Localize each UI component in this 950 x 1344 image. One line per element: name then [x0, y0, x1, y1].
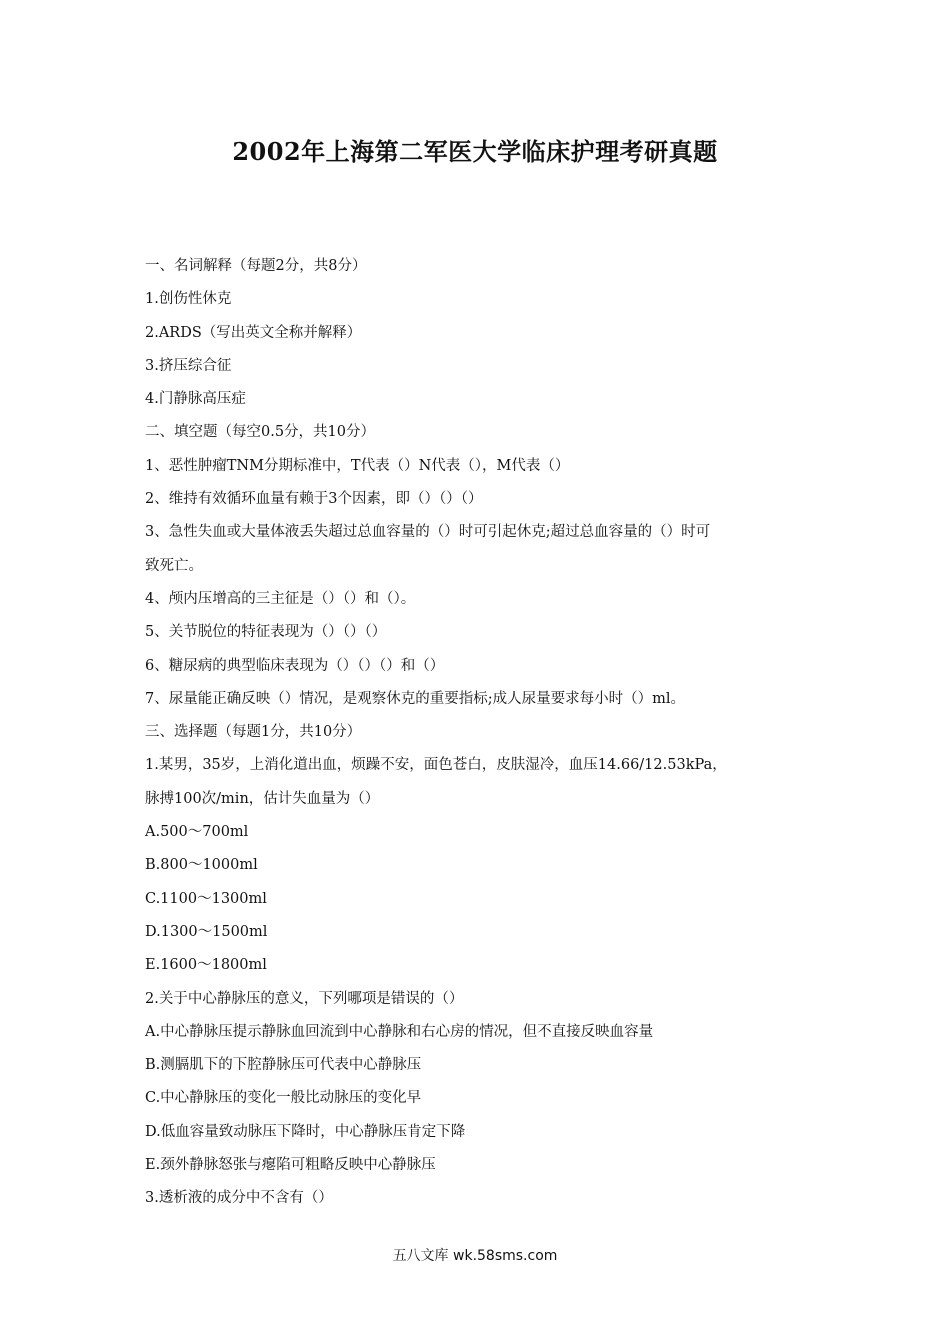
- question-line: 3、急性失血或大量体液丢失超过总血容量的（）时可引起休克;超过总血容量的（）时可: [145, 524, 711, 541]
- question-line: 1.创伤性休克: [145, 291, 232, 308]
- question-line: 3.挤压综合征: [145, 357, 232, 374]
- option-line: D.1300～1500ml: [145, 923, 268, 940]
- option-line: C.中心静脉压的变化一般比动脉压的变化早: [145, 1090, 422, 1107]
- question-line: 2、维持有效循环血量有赖于3个因素，即（）（）（）: [145, 491, 483, 508]
- option-line: E.颈外静脉怒张与瘪陷可粗略反映中心静脉压: [145, 1157, 436, 1174]
- question-line: 6、糖尿病的典型临床表现为（）（）（）和（）: [145, 657, 445, 674]
- option-line: A.中心静脉压提示静脉血回流到中心静脉和右心房的情况，但不直接反映血容量: [145, 1023, 654, 1040]
- question-line: 3.透析液的成分中不含有（）: [145, 1190, 333, 1207]
- question-line: 1.某男，35岁，上消化道出血，烦躁不安，面色苍白，皮肤湿冷，血压14.66/12.53kPa，: [145, 757, 727, 774]
- section-heading: 二、填空题（每空0.5分，共10分）: [145, 424, 376, 441]
- question-line: 致死亡。: [145, 557, 203, 574]
- question-line: 4、颅内压增高的三主征是（）（）和（）。: [145, 590, 416, 607]
- question-line: 1、恶性肿瘤TNM分期标准中，T代表（）N代表（），M代表（）: [145, 457, 570, 474]
- exam-content: [145, 250, 825, 1216]
- option-line: E.1600～1800ml: [145, 957, 267, 974]
- footer-watermark: 五八文库 wk.58sms.com: [392, 1248, 558, 1264]
- question-line: 2.ARDS（写出英文全称并解释）: [145, 324, 362, 341]
- page-title: 2002年上海第二军医大学临床护理考研真题: [232, 137, 718, 166]
- question-line: 5、关节脱位的特征表现为（）（）（）: [145, 624, 387, 641]
- option-line: B.测膈肌下的下腔静脉压可代表中心静脉压: [145, 1057, 422, 1074]
- option-line: D.低血容量致动脉压下降时，中心静脉压肯定下降: [145, 1123, 466, 1140]
- option-line: C.1100～1300ml: [145, 890, 267, 907]
- option-line: B.800～1000ml: [145, 857, 258, 874]
- question-line: 2.关于中心静脉压的意义，下列哪项是错误的（）: [145, 990, 464, 1007]
- question-line: 7、尿量能正确反映（）情况，是观察休克的重要指标;成人尿量要求每小时（）ml。: [145, 690, 685, 707]
- section-heading: 三、选择题（每题1分，共10分）: [145, 724, 362, 741]
- section-heading: 一、名词解释（每题2分，共8分）: [145, 258, 367, 274]
- question-line: 4.门静脉高压症: [145, 391, 246, 408]
- option-line: A.500～700ml: [145, 824, 249, 841]
- question-line: 脉搏100次/min，估计失血量为（）: [145, 790, 380, 807]
